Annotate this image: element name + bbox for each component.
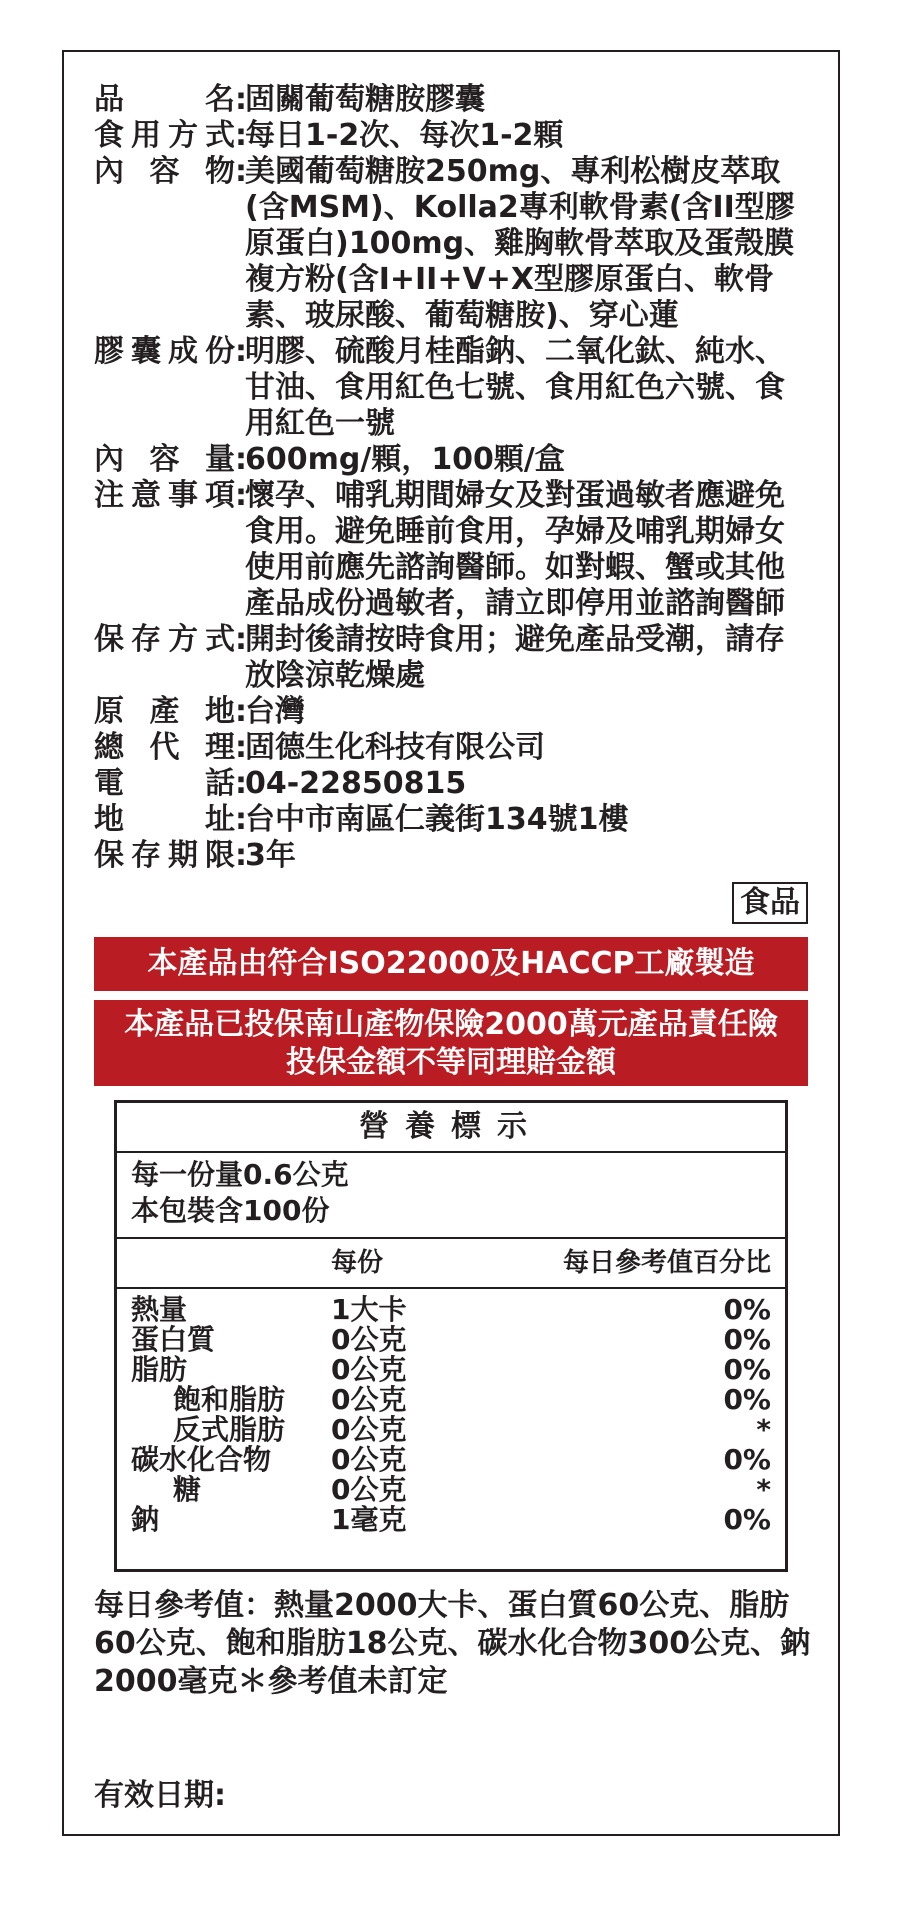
nutrient-amount: 0公克 <box>331 1353 407 1386</box>
iso-banner: 本產品由符合ISO22000及HACCP工廠製造 <box>94 937 808 991</box>
info-value: 美國葡萄糖胺250mg、專利松樹皮萃取(含MSM)、Kolla2專利軟骨素(含II型膠原蛋白)100mg、雞胸軟骨萃取及蛋殼膜複方粉(含I+II+V+X型膠原蛋白、軟骨素、玻尿酸、葡萄糖胺)、穿心蓮 <box>245 154 795 333</box>
nutrition-row <box>131 1385 771 1415</box>
nutrient-name: 糖 <box>173 1473 202 1506</box>
nutrition-table <box>114 1100 788 1572</box>
info-label: 注 意 事 項 <box>94 478 235 513</box>
info-row: 注 意 事 項 : 懷孕、哺乳期間婦女及對蛋過敏者應避免食用。避免睡前食用，孕婦及哺乳期婦女使用前應先諮詢醫師。如對蝦、蟹或其他產品成份過敏者，請立即停用並諮詢醫師 <box>94 478 814 622</box>
nutrient-pct: 0% <box>723 1353 771 1386</box>
info-label: 內 容 量 <box>94 442 235 477</box>
info-row: 地 址 : 台中市南區仁義街134號1樓 <box>94 802 814 838</box>
nutrient-name: 熱量 <box>131 1293 188 1326</box>
info-row: 膠 囊 成 份 : 明膠、硫酸月桂酯鈉、二氧化鈦、純水、甘油、食用紅色七號、食用紅色六號、食用紅色一號 <box>94 334 814 442</box>
food-badge: 食品 <box>732 882 808 924</box>
nutrient-amount: 0公克 <box>331 1413 407 1446</box>
nutrient-amount: 0公克 <box>331 1443 407 1476</box>
info-value: 04-22850815 <box>245 766 467 801</box>
nutrition-row <box>131 1415 771 1445</box>
insurance-banner <box>94 1000 808 1086</box>
info-list <box>94 82 814 874</box>
info-row: 保 存 方 式 : 開封後請按時食用；避免產品受潮，請存放陰涼乾燥處 <box>94 622 814 694</box>
info-label: 原 產 地 <box>94 694 235 729</box>
nutrient-amount: 1毫克 <box>331 1503 407 1536</box>
insurance-line-2: 投保金額不等同理賠金額 <box>286 1045 616 1080</box>
info-row: 總 代 理 : 固德生化科技有限公司 <box>94 730 814 766</box>
nutrient-pct: 0% <box>723 1323 771 1356</box>
nutrition-row <box>131 1355 771 1385</box>
info-row: 內 容 物 : 美國葡萄糖胺250mg、專利松樹皮萃取(含MSM)、Kolla2專利軟骨素(含II型膠原蛋白)100mg、雞胸軟骨萃取及蛋殼膜複方粉(含I+II+V+X型膠原蛋白、軟骨素、玻尿酸、葡萄糖胺)、穿心蓮 <box>94 154 814 334</box>
daily-reference-note: 每日參考值：熱量2000大卡、蛋白質60公克、脂肪60公克、飽和脂肪18公克、碳水化合物300公克、鈉2000毫克＊參考值未訂定 <box>94 1588 811 1699</box>
info-label: 地 址 <box>94 802 235 837</box>
info-label: 內 容 物 <box>94 154 235 189</box>
info-label: 食 用 方 式 <box>94 118 235 153</box>
info-value: 每日1-2次、每次1-2顆 <box>245 118 564 153</box>
nutrient-pct: * <box>756 1413 771 1446</box>
info-label: 保 存 期 限 <box>94 838 235 873</box>
info-value: 開封後請按時食用；避免產品受潮，請存放陰涼乾燥處 <box>245 622 785 693</box>
info-value: 明膠、硫酸月桂酯鈉、二氧化鈦、純水、甘油、食用紅色七號、食用紅色六號、食用紅色一號 <box>245 334 785 441</box>
nutrition-row <box>131 1505 771 1535</box>
nutrient-pct: 0% <box>723 1383 771 1416</box>
info-row: 電 話 : 04-22850815 <box>94 766 814 802</box>
info-row: 品 名 : 固關葡萄糖胺膠囊 <box>94 82 814 118</box>
nutrient-amount: 0公克 <box>331 1323 407 1356</box>
nutrition-row <box>131 1445 771 1475</box>
nutrient-name: 脂肪 <box>131 1353 188 1386</box>
info-row: 食 用 方 式 : 每日1-2次、每次1-2顆 <box>94 118 814 154</box>
expiry-date-label: 有效日期: <box>94 1778 226 1813</box>
col-per-serving: 每份 <box>331 1248 384 1278</box>
info-value: 固關葡萄糖胺膠囊 <box>245 82 485 117</box>
info-row: 原 產 地 : 台灣 <box>94 694 814 730</box>
nutrient-name: 蛋白質 <box>131 1323 216 1356</box>
info-value: 固德生化科技有限公司 <box>245 730 545 765</box>
col-daily-value: 每日參考值百分比 <box>562 1248 771 1278</box>
info-label: 總 代 理 <box>94 730 235 765</box>
nutrient-name: 飽和脂肪 <box>173 1383 286 1416</box>
insurance-line-1: 本產品已投保南山產物保險2000萬元產品責任險 <box>124 1007 778 1042</box>
nutrition-serving <box>117 1153 785 1239</box>
nutrient-name: 碳水化合物 <box>131 1443 272 1476</box>
nutrition-row <box>131 1475 771 1505</box>
info-value: 台灣 <box>245 694 305 729</box>
nutrient-pct: * <box>756 1473 771 1506</box>
nutrient-amount: 0公克 <box>331 1383 407 1416</box>
nutrition-title: 營養標示 <box>117 1103 785 1153</box>
nutrient-amount: 0公克 <box>331 1473 407 1506</box>
info-label: 膠 囊 成 份 <box>94 334 235 369</box>
info-row: 內 容 量 : 600mg/顆，100顆/盒 <box>94 442 814 478</box>
nutrient-amount: 1大卡 <box>331 1293 407 1326</box>
nutrition-header <box>117 1239 785 1289</box>
info-row: 保 存 期 限 : 3年 <box>94 838 814 874</box>
nutrition-rows <box>117 1289 785 1541</box>
nutrient-name: 鈉 <box>131 1503 160 1536</box>
label-frame <box>62 50 840 1836</box>
nutrient-name: 反式脂肪 <box>173 1413 286 1446</box>
servings-per-package: 本包裝含100份 <box>131 1194 330 1227</box>
nutrition-row <box>131 1325 771 1355</box>
nutrient-pct: 0% <box>723 1293 771 1326</box>
info-value: 600mg/顆，100顆/盒 <box>245 442 565 477</box>
info-value: 懷孕、哺乳期間婦女及對蛋過敏者應避免食用。避免睡前食用，孕婦及哺乳期婦女使用前應先諮詢醫師。如對蝦、蟹或其他產品成份過敏者，請立即停用並諮詢醫師 <box>245 478 785 621</box>
info-value: 台中市南區仁義街134號1樓 <box>245 802 629 837</box>
nutrient-pct: 0% <box>723 1503 771 1536</box>
serving-size: 每一份量0.6公克 <box>131 1158 349 1191</box>
info-label: 品 名 <box>94 82 235 117</box>
nutrition-row <box>131 1295 771 1325</box>
info-label: 保 存 方 式 <box>94 622 235 657</box>
nutrient-pct: 0% <box>723 1443 771 1476</box>
info-value: 3年 <box>245 838 296 873</box>
info-label: 電 話 <box>94 766 235 801</box>
